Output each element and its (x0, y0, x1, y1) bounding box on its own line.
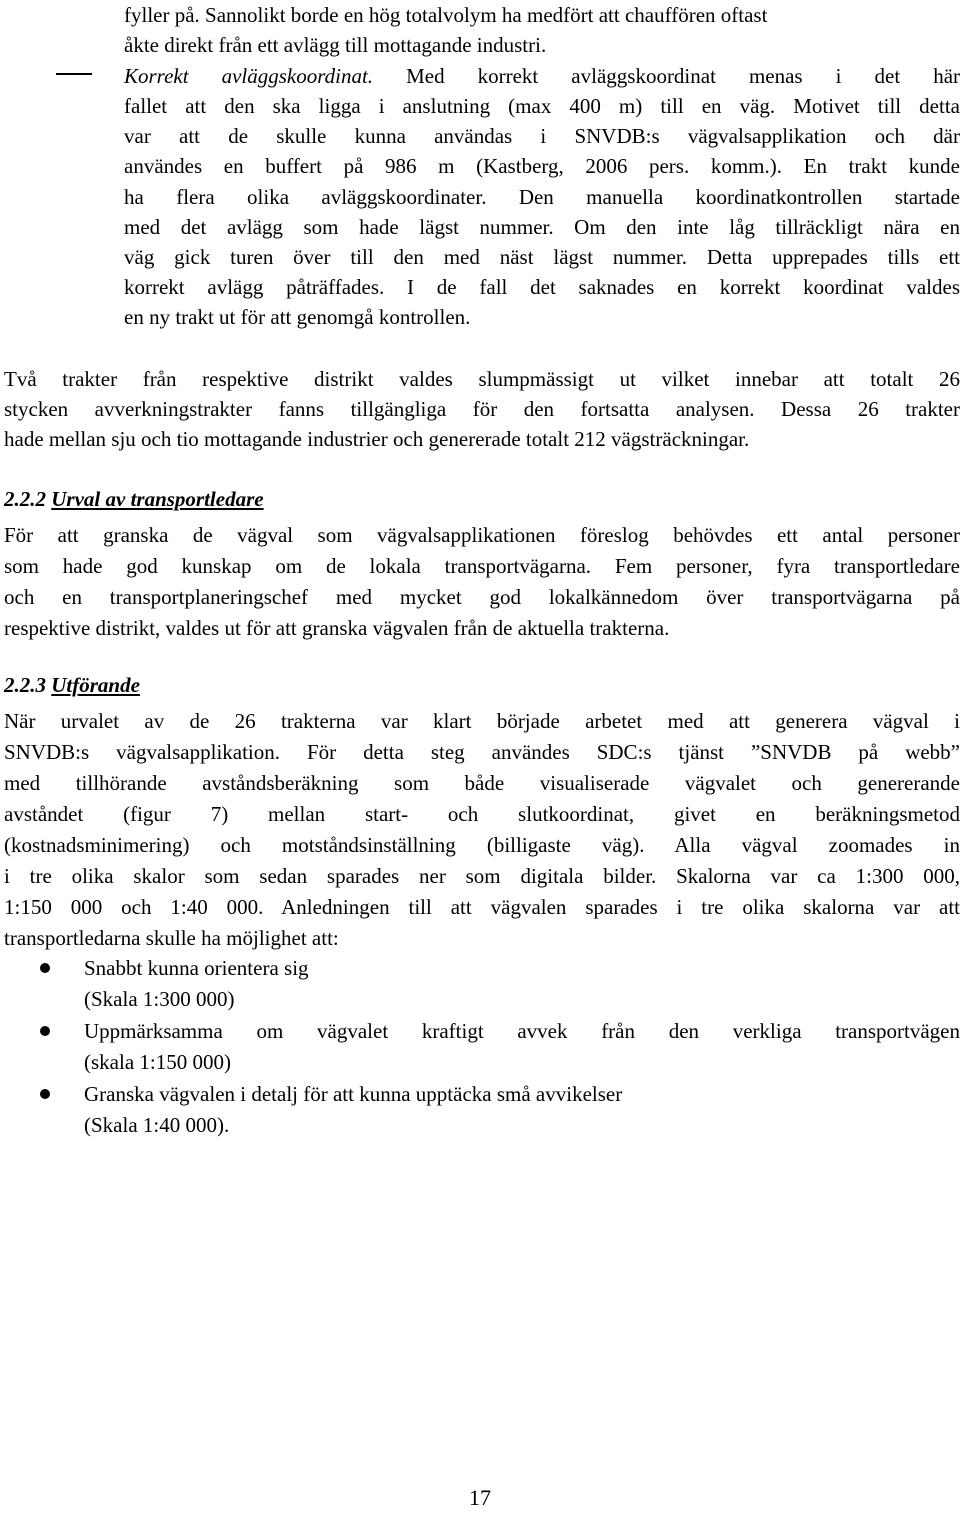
text-line: en ny trakt ut för att genomgå kontrollen. (124, 305, 471, 329)
text-line: i tre olika skalor som sedan sparades ner som digitala bilder. Skalorna var ca 1:300 000, (4, 864, 960, 888)
bullet-subtext: (skala 1:150 000) (84, 1050, 231, 1074)
list-item-title: Korrekt avläggskoordinat. (124, 64, 374, 88)
section-number: 2.2.3 (4, 673, 46, 697)
bullet-dot (40, 1026, 50, 1036)
text-line: ha flera olika avläggskoordinater. Den manuella koordinatkontrollen startade (124, 185, 960, 209)
text-line: stycken avverkningstrakter fanns tillgängliga för den fortsatta analysen. Dessa 26 trakter (4, 397, 960, 421)
text-line: användes en buffert på 986 m (Kastberg, 2006 pers. komm.). En trakt kunde (124, 154, 960, 178)
text-line: När urvalet av de 26 trakterna var klart började arbetet med att generera vägval i (4, 709, 960, 733)
text-line: åkte direkt från ett avlägg till mottagande industri. (124, 33, 547, 57)
text-line: SNVDB:s vägvalsapplikation. För detta steg användes SDC:s tjänst ”SNVDB på webb” (4, 740, 960, 764)
bullet-text: Snabbt kunna orientera sig (84, 956, 309, 980)
text-line: med tillhörande avståndsberäkning som både visualiserade vägvalet och genererande (4, 771, 960, 795)
section-title: Utförande (51, 673, 140, 697)
text-line: fallet att den ska ligga i anslutning (max 400 m) till en väg. Motivet till detta (124, 94, 960, 118)
bullet-subtext: (Skala 1:300 000) (84, 987, 235, 1011)
text-line: transportledarna skulle ha möjlighet att: (4, 926, 339, 950)
text-line: korrekt avlägg påträffades. I de fall det saknades en korrekt koordinat valdes (124, 275, 960, 299)
text-line: 1:150 000 och 1:40 000. Anledningen till att vägvalen sparades i tre olika skalorna var att (4, 895, 960, 919)
text-line: med det avlägg som hade lägst nummer. Om den inte låg tillräckligt nära en (124, 215, 960, 239)
text-line: och en transportplaneringschef med mycket god lokalkännedom över transportvägarna på (4, 585, 960, 609)
text-line: Två trakter från respektive distrikt valdes slumpmässigt ut vilket innebar att totalt 26 (4, 367, 960, 391)
section-heading-2-2-3 (4, 670, 960, 700)
text-line: (kostnadsminimering) och motståndsinställning (billigaste väg). Alla vägval zoomades in (4, 833, 960, 857)
list-dash (56, 73, 92, 75)
section-number: 2.2.2 (4, 487, 46, 511)
text-line: väg gick turen över till den med näst lägst nummer. Detta upprepades tills ett (124, 245, 960, 269)
bullet-subtext: (Skala 1:40 000). (84, 1113, 230, 1137)
text-line: hade mellan sju och tio mottagande industrier och genererade totalt 212 vägsträckningar. (4, 427, 750, 451)
bullet-text: Granska vägvalen i detalj för att kunna upptäcka små avvikelser (84, 1082, 623, 1106)
list-item-korrekt-avlaggskoordinat (124, 61, 960, 91)
text-line: avståndet (figur 7) mellan start- och slutkoordinat, givet en beräkningsmetod (4, 802, 960, 826)
bullet-text: Uppmärksamma om vägvalet kraftigt avvek från den verkliga transportvägen (84, 1019, 960, 1043)
list-item-text: Med korrekt avläggskoordinat menas i det här (406, 64, 960, 88)
text-line: respektive distrikt, valdes ut för att granska vägvalen från de aktuella trakterna. (4, 616, 670, 640)
text-line: För att granska de vägval som vägvalsapplikationen föreslog behövdes ett antal personer (4, 523, 960, 547)
section-heading-2-2-2 (4, 484, 960, 514)
bullet-dot (40, 1089, 50, 1099)
bullet-dot (40, 963, 50, 973)
text-line: fyller på. Sannolikt borde en hög totalvolym ha medfört att chauffören oftast (124, 3, 768, 27)
text-line: var att de skulle kunna användas i SNVDB:s vägvalsapplikation och där (124, 124, 960, 148)
section-title: Urval av transportledare (51, 487, 264, 511)
text-line: som hade god kunskap om de lokala transportvägarna. Fem personer, fyra transportledare (4, 554, 960, 578)
page-number: 17 (469, 1485, 491, 1510)
